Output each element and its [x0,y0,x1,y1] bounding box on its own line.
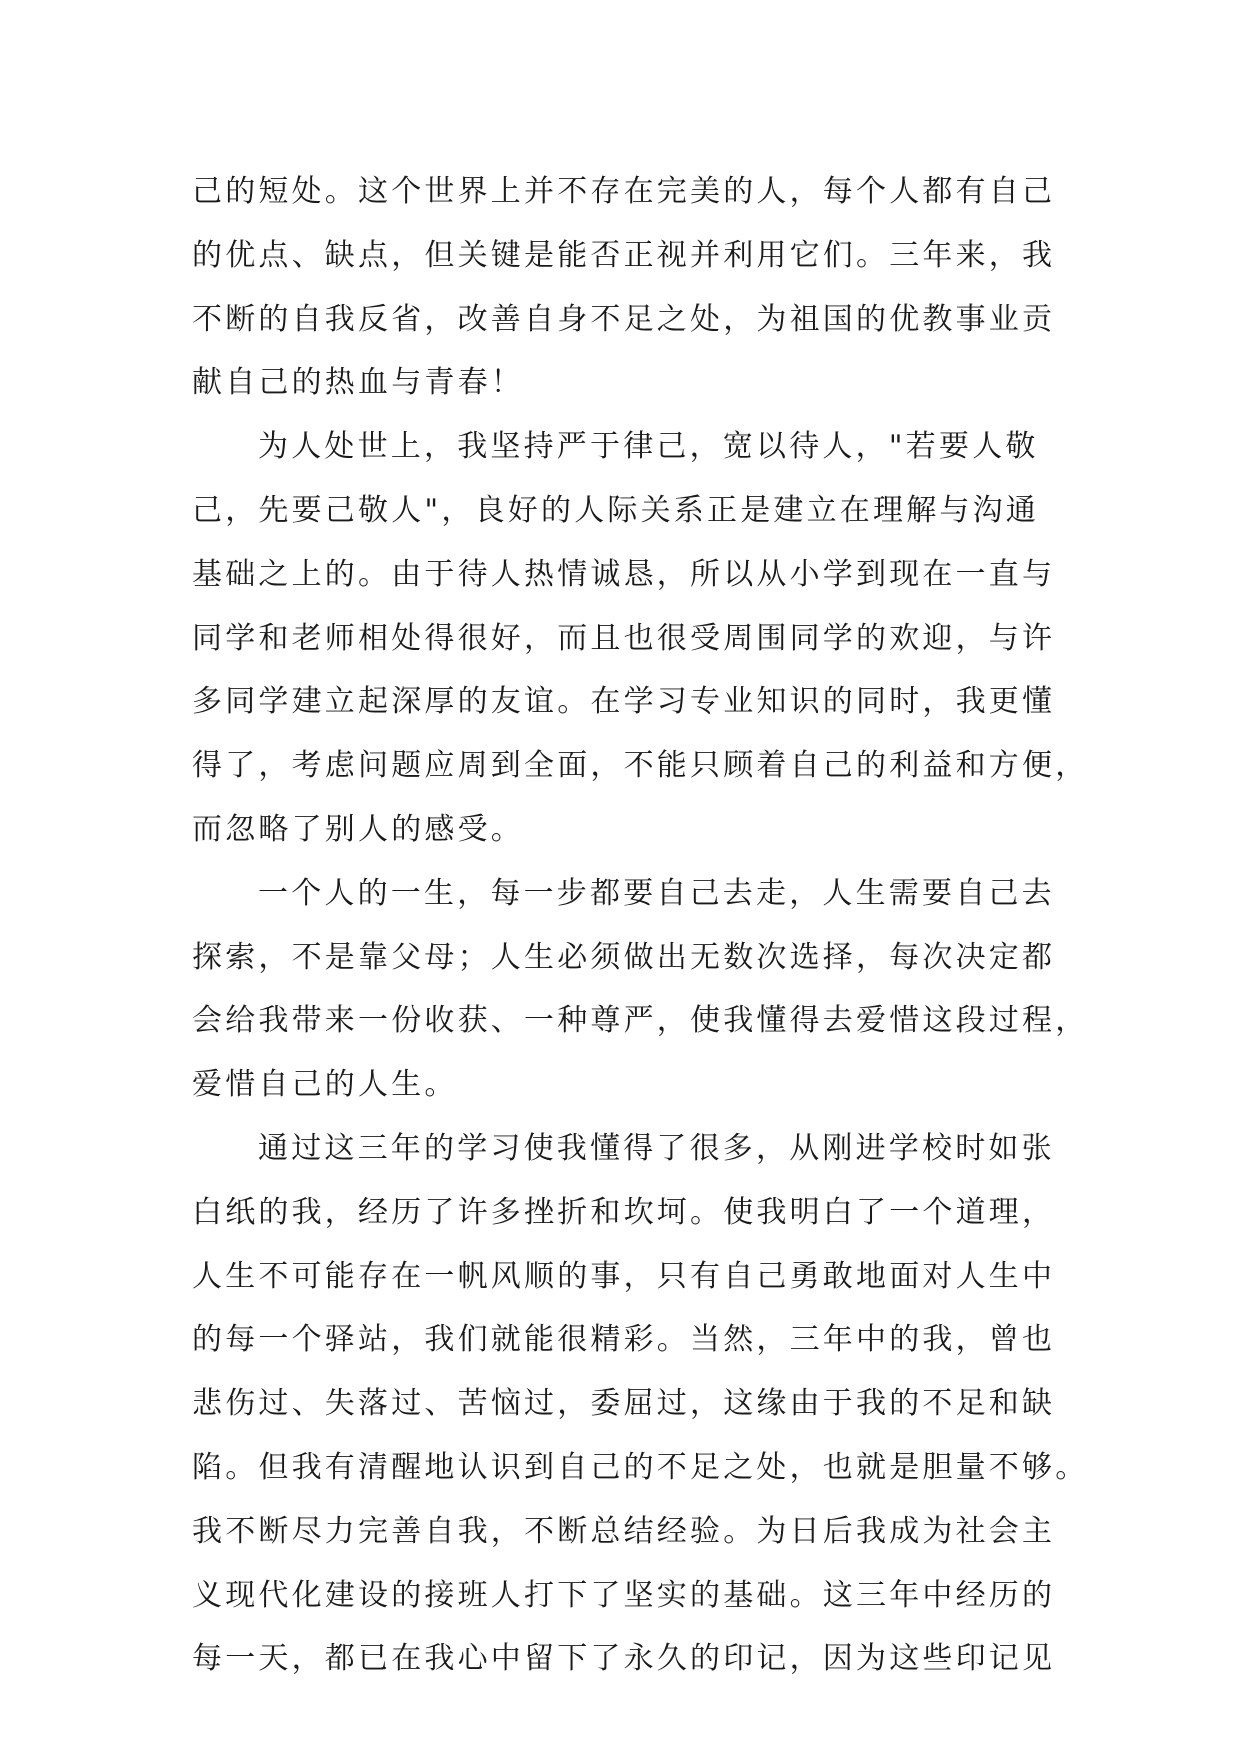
paragraph-line: 同学和老师相处得很好，而且也很受周围同学的欢迎，与许 [192,620,1056,656]
paragraph-line: 的每一个驿站，我们就能很精彩。当然，三年中的我，曾也 [192,1322,1056,1358]
paragraph-line: 献自己的热血与青春！ [192,365,524,401]
paragraph-line: 得了，考虑问题应周到全面，不能只顾着自己的利益和方便， [192,748,1089,784]
paragraph-line: 悲伤过、失落过、苦恼过，委屈过，这缘由于我的不足和缺 [192,1386,1056,1422]
paragraph-line: 多同学建立起深厚的友谊。在学习专业知识的同时，我更懂 [192,684,1056,720]
paragraph-line: 白纸的我，经历了许多挫折和坎坷。使我明白了一个道理， [192,1194,1056,1230]
paragraph-line: 人生不可能存在一帆风顺的事，只有自己勇敢地面对人生中 [192,1258,1056,1294]
paragraph-line: 而忽略了别人的感受。 [192,811,524,847]
paragraph-line: 会给我带来一份收获、一种尊严，使我懂得去爱惜这段过程， [192,1003,1089,1039]
paragraph-line: 义现代化建设的接班人打下了坚实的基础。这三年中经历的 [192,1577,1056,1613]
paragraph-line: 的优点、缺点，但关键是能否正视并利用它们。三年来，我 [192,237,1056,273]
paragraph-line: 每一天，都已在我心中留下了永久的印记，因为这些印记见 [192,1641,1056,1677]
paragraph [192,862,1089,1117]
paragraph-line: 通过这三年的学习使我懂得了很多，从刚进学校时如张 [258,1130,1055,1166]
paragraph-line: 为人处世上，我坚持严于律己，宽以待人，"若要人敬 [258,429,1039,465]
document-body [192,160,1089,1691]
paragraph-line: 不断的自我反省，改善自身不足之处，为祖国的优教事业贡 [192,301,1056,337]
paragraph-line: 我不断尽力完善自我，不断总结经验。为日后我成为社会主 [192,1513,1056,1549]
paragraph-line: 一个人的一生，每一步都要自己去走，人生需要自己去 [258,875,1055,911]
paragraph-line: 己的短处。这个世界上并不存在完美的人，每个人都有自己 [192,174,1056,209]
paragraph [192,160,1056,415]
paragraph-line: 爱惜自己的人生。 [192,1067,458,1103]
paragraph [192,415,1089,862]
paragraph-line: 基础之上的。由于待人热情诚恳，所以从小学到现在一直与 [192,556,1056,592]
paragraph-line: 探索，不是靠父母；人生必须做出无数次选择，每次决定都 [192,939,1056,975]
paragraph-line: 陷。但我有清醒地认识到自己的不足之处，也就是胆量不够。 [192,1449,1089,1485]
paragraph [192,1117,1089,1691]
paragraph-line: 己，先要己敬人"，良好的人际关系正是建立在理解与沟通 [192,492,1039,528]
